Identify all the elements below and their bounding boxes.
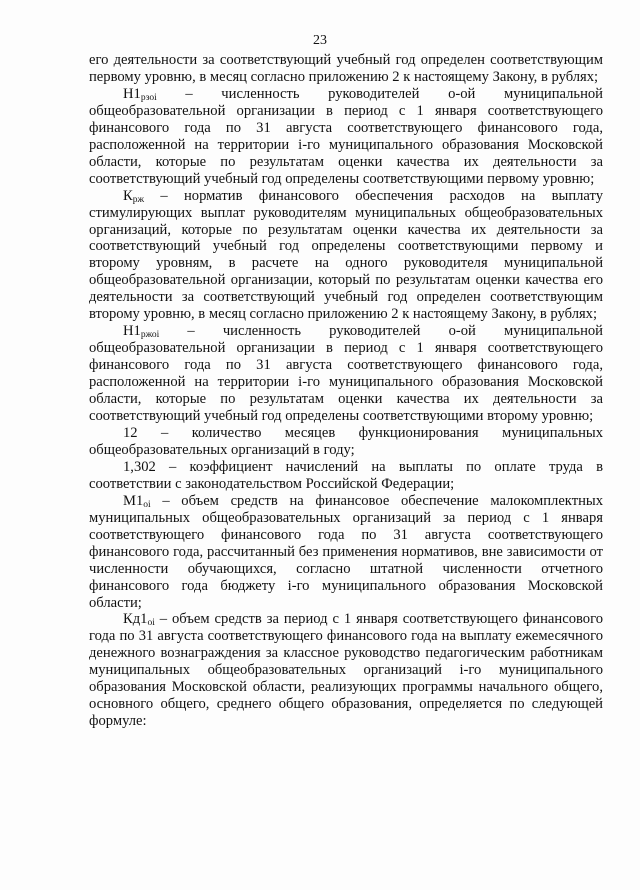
- symbol-subscript: оі: [143, 499, 151, 510]
- paragraph-definition: [89, 323, 603, 425]
- body-text: [89, 52, 603, 730]
- paragraph-text: 1,302 – коэффициент начислений на выплаты по оплате труда в соответствии с законодательством Российской Федерации;: [89, 458, 603, 492]
- paragraph-definition: [89, 425, 603, 459]
- paragraph-text: – численность руководителей о-ой муниципальной общеобразовательной организации в период с 1 января соответствующего финансового года по 31 августа соответствующего финансового года, расположенной на территории i-го муниципального образования Московской области, которые по результатам оценки качества их деятельности за соответствующий учебный год определены соответствующими второму уровню;: [89, 323, 603, 425]
- symbol: М1: [123, 492, 144, 509]
- paragraph-definition: [89, 188, 603, 324]
- symbol: Н1: [123, 85, 141, 102]
- symbol: Кд1: [123, 611, 148, 628]
- symbol: Н1: [123, 323, 141, 340]
- paragraph-text: – норматив финансового обеспечения расходов на выплату стимулирующих выплат руководителям муниципальных общеобразовательных организаций, которые по результатам оценки качества их деятельности за соответствующий учебный год определены соответствующими первому и второму уровням, в расчете на одного руководителя муниципальной общеобразовательной организации, который по результатам оценки качества его деятельности за соответствующий учебный год определен соответствующим второму уровню, в месяц согласно приложению 2 к настоящему Закону, в рублях;: [89, 187, 603, 323]
- paragraph-text: 12 – количество месяцев функционирования муниципальных общеобразовательных организаций в году;: [89, 424, 603, 458]
- page-number: 23: [313, 33, 327, 48]
- symbol-subscript: оі: [147, 618, 155, 629]
- paragraph-text: – объем средств на финансовое обеспечение малокомплектных муниципальных общеобразовательных организаций за период с 1 января соответствующего финансового года по 31 августа соответствующего финансового года, рассчитанный без применения нормативов, вне зависимости от численности обучающихся, согласно штатной численности отчетного финансового года бюджету i-го муниципального образования Московской области;: [89, 492, 603, 611]
- paragraph-text: – численность руководителей о-ой муниципальной общеобразовательной организации в период с 1 января соответствующего финансового года по 31 августа соответствующего финансового года, расположенной на территории i-го муниципального образования Московской области, которые по результатам оценки качества их деятельности за соответствующий учебный год определены соответствующими первому уровню;: [89, 85, 603, 187]
- paragraph-text: его деятельности за соответствующий учебный год определен соответствующим первому уровню, в месяц согласно приложению 2 к настоящему Закону, в рублях;: [89, 52, 603, 85]
- symbol: К: [123, 187, 133, 204]
- paragraph-definition: [89, 86, 603, 188]
- symbol-subscript: рзоі: [140, 92, 157, 103]
- paragraph-continuation: [89, 52, 603, 86]
- symbol-subscript: ржоі: [140, 330, 160, 341]
- paragraph-definition: [89, 459, 603, 493]
- symbol-subscript: рж: [132, 194, 145, 205]
- paragraph-definition: [89, 493, 603, 612]
- paragraph-text: – объем средств за период с 1 января соответствующего финансового года по 31 августа соответствующего финансового года на выплату ежемесячного денежного вознаграждения за классное руководство педагогическим работникам муниципальных общеобразовательных организаций i-го муниципального образования Московской области, реализующих программы начального общего, основного общего, среднего общего образования, определяется по следующей формуле:: [89, 611, 603, 730]
- paragraph-definition: [89, 611, 603, 730]
